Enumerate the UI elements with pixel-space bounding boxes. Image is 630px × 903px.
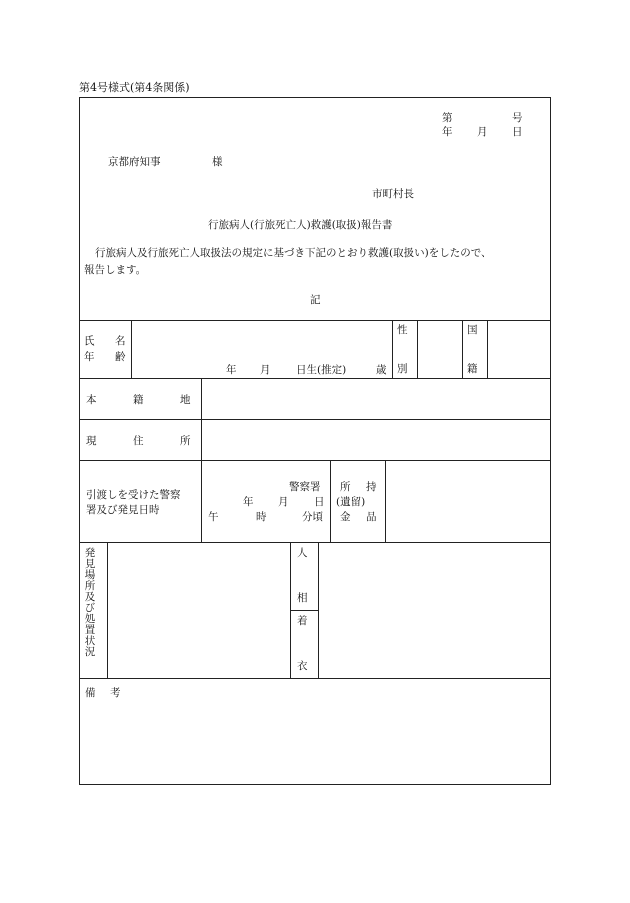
domicile-label-char2: 籍 <box>133 394 144 406</box>
rule-belongings-left <box>330 460 331 542</box>
date-day: 日 <box>512 126 523 138</box>
rule-nation-left <box>462 320 463 378</box>
police-month: 月 <box>278 496 289 508</box>
sex-label-char2: 別 <box>397 363 408 375</box>
rule-ninso-left <box>290 542 291 678</box>
age-unit: 歳 <box>376 364 387 376</box>
body-text-line2: 報告します。 <box>84 264 147 276</box>
ki-label: 記 <box>310 294 321 306</box>
number-prefix: 第 <box>442 112 453 124</box>
police-label-line1: 引渡しを受けた警察 <box>86 489 181 501</box>
rule-remarks-top <box>79 678 551 679</box>
rule-domicile-top <box>79 378 551 379</box>
belongings-label-char1: 所 <box>340 481 351 493</box>
belongings-label-char3: 金 <box>340 511 351 523</box>
rule-found-top <box>79 542 551 543</box>
rule-ninso-right <box>318 542 319 678</box>
belongings-label-left: (遺留) <box>336 496 366 508</box>
police-year: 年 <box>243 496 254 508</box>
rule-police-top <box>79 460 551 461</box>
dob-year: 年 <box>226 364 237 376</box>
date-year: 年 <box>442 126 453 138</box>
nationality-label-char2: 籍 <box>467 363 478 375</box>
rule-nation-right <box>487 320 488 378</box>
rule-sex-left <box>392 320 393 378</box>
chakui-label-char2: 衣 <box>297 660 308 672</box>
age-label-char1: 年 <box>84 351 95 363</box>
date-month: 月 <box>477 126 488 138</box>
rule-address-top <box>79 419 551 420</box>
rule-found-label <box>107 542 108 678</box>
police-ampm: 午 <box>208 511 219 523</box>
sender-title: 市町村長 <box>372 188 414 200</box>
rule-sex-right <box>417 320 418 378</box>
remarks-label-char1: 備 <box>85 687 96 699</box>
addressee-honorific: 様 <box>212 156 223 168</box>
dob-day-estimated: 日生(推定) <box>296 364 347 376</box>
remarks-label-char2: 考 <box>110 687 121 699</box>
address-label-char1: 現 <box>86 435 97 447</box>
body-text-line1: 行旅病人及行旅死亡人取扱法の規定に基づき下記のとおり救護(取扱い)をしたので、 <box>95 247 492 259</box>
belongings-label-char4: 品 <box>366 511 377 523</box>
sex-label-char1: 性 <box>397 324 408 336</box>
domicile-label-char3: 地 <box>180 394 191 406</box>
rule-belongings-right <box>385 460 386 542</box>
domicile-label-char1: 本 <box>86 394 97 406</box>
police-day: 日 <box>314 496 325 508</box>
police-minute: 分頃 <box>302 511 323 523</box>
police-label-line2: 署及び発見日時 <box>86 504 160 516</box>
rule-name-top <box>79 320 551 321</box>
name-label-char1: 氏 <box>84 335 95 347</box>
ninso-label-char1: 人 <box>297 547 308 559</box>
form-title: 第4号様式(第4条関係) <box>79 81 190 94</box>
belongings-label-char2: 持 <box>366 481 377 493</box>
name-label-char2: 名 <box>115 335 126 347</box>
dob-month: 月 <box>260 364 271 376</box>
found-place-label: 発見場所及び処置状況 <box>83 547 96 657</box>
age-label-char2: 齢 <box>115 351 126 363</box>
police-station: 警察署 <box>289 481 321 493</box>
rule-label-column <box>201 378 202 542</box>
chakui-label-char1: 着 <box>297 615 308 627</box>
report-form-frame <box>79 97 551 785</box>
rule-name-label <box>131 320 132 378</box>
number-suffix: 号 <box>512 112 523 124</box>
nationality-label-char1: 国 <box>467 324 478 336</box>
addressee: 京都府知事 <box>108 156 161 168</box>
report-title: 行旅病人(行旅死亡人)救護(取扱)報告書 <box>208 219 393 231</box>
address-label-char3: 所 <box>180 435 191 447</box>
address-label-char2: 住 <box>133 435 144 447</box>
rule-ninso-chakui <box>290 610 318 611</box>
ninso-label-char2: 相 <box>297 592 308 604</box>
police-hour: 時 <box>256 511 267 523</box>
